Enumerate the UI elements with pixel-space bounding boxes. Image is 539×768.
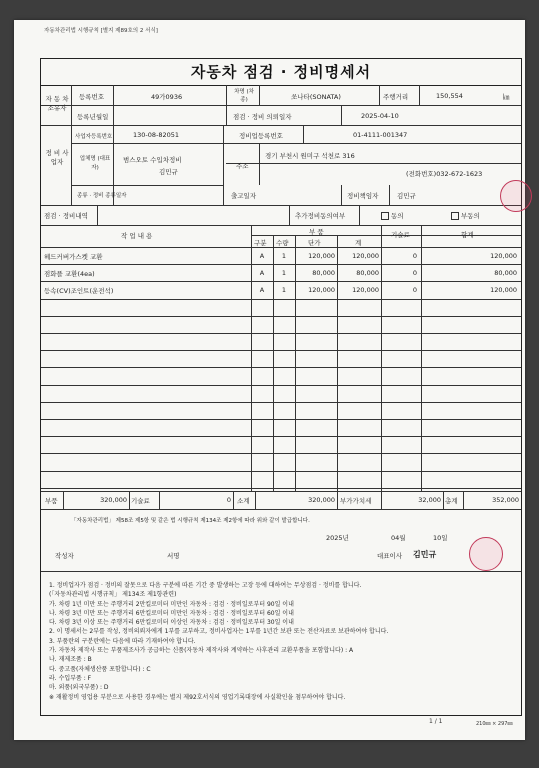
address-value: 경기 부천시 원미구 석천로 316 — [265, 152, 355, 160]
note-line: (「자동차관리법 시행규칙」 제134조 제1항관련) — [49, 591, 177, 599]
note-line: 가. 차령 1년 미만 또는 주행거리 2만킬로미터 미만인 자동차 : 검검 · 정비일로부터 90일 이내 — [49, 600, 294, 608]
total-parts-value: 320,000 — [100, 496, 127, 504]
reg-date-label: 등록년월일 — [77, 113, 109, 121]
note-line: 다. 중고품(자체생산품 포함합니다) : C — [49, 665, 151, 673]
table-cell-work: 점화플 교환(4ea) — [44, 270, 95, 279]
table-row-divider — [41, 385, 521, 386]
vat-label: 부가가치세 — [340, 497, 372, 505]
mileage-value: 150,554 — [436, 92, 463, 100]
model-value: 쏘나타(SONATA) — [291, 93, 341, 101]
writer-label: 작성자 — [55, 552, 74, 560]
table-row-divider — [41, 436, 521, 437]
table-cell-unit: 120,000 — [308, 286, 335, 295]
paper-size: 210㎜ × 297㎜ — [476, 721, 513, 727]
line-total-header: 계 — [355, 239, 362, 247]
business-section-label: 정 비 사업자 — [45, 149, 69, 166]
table-cell-total: 80,000 — [356, 269, 379, 278]
total-labor-label: 기술료 — [131, 497, 150, 505]
note-line: 라. 수입부품 : F — [49, 674, 92, 682]
grand-total-value: 352,000 — [492, 496, 519, 504]
repair-type-label: 종류 · 정비 종류일자 — [77, 193, 127, 199]
subtotal-value: 320,000 — [308, 496, 335, 504]
work-header: 작 업 내 용 — [121, 232, 153, 240]
disagree-checkbox — [451, 211, 480, 220]
ceo-name: 김민규 — [413, 550, 437, 559]
invoice-form — [40, 58, 522, 716]
issue-year: 2025년 — [326, 534, 349, 542]
license-no-label: 정비업등록번호 — [239, 132, 283, 140]
table-cell-type: A — [259, 269, 265, 278]
reg-no-value: 49가0936 — [151, 93, 183, 101]
request-detail-label: 점검 · 정비내역 — [44, 212, 88, 220]
note-line: 2. 이 명세서는 2부를 작성, 정비의뢰자에게 1부를 교부하고, 정비사업자는 1부를 1년간 보관 또는 전산자료로 보관하여야 합니다. — [49, 628, 389, 636]
note-line: 나. 재제조품 : B — [49, 656, 92, 664]
note-line: 다. 차령 3년 이상 또는 주행거리 6만킬로미터 이상인 자동차 : 검검 · 정비일로부터 30일 이내 — [49, 619, 294, 627]
license-no-value: 01-4111-001347 — [353, 131, 408, 139]
table-cell-work: 헤드커버가스켓 교환 — [44, 253, 103, 261]
document-paper — [14, 20, 525, 740]
note-line: 가. 자동차 제작사 또는 부품제조사가 공급하는 신품(자동차 제작사와 계약하는 사후관리 교환부품을 포함합니다) : A — [49, 647, 354, 655]
table-cell-sum: 120,000 — [490, 286, 517, 295]
table-cell-unit: 120,000 — [308, 252, 335, 260]
note-line: 1. 정비업자가 점검 · 정비의 잘못으로 다음 구분에 따른 기간 중 발생하는 고장 등에 대하여는 무상점검 · 정비를 합니다. — [49, 582, 362, 589]
page-number: 1 / 1 — [429, 718, 443, 725]
owner-section-label: 자 동 차 소유자 — [45, 95, 69, 112]
total-labor-value: 0 — [226, 496, 231, 504]
table-row-divider — [41, 316, 521, 317]
representative-name: 김민규 — [159, 168, 178, 176]
table-cell-work: 등속(CV)조인트(운전석) — [44, 287, 114, 296]
table-row-divider — [41, 333, 521, 334]
agree-label: 동의 — [391, 212, 404, 220]
table-cell-unit: 80,000 — [312, 269, 335, 278]
vat-value: 32,000 — [418, 496, 441, 504]
form-title: 자동차 점검 · 정비명세서 — [41, 59, 521, 86]
sign-label: 서명 — [167, 552, 180, 560]
mileage-label: 주행거리 — [383, 93, 409, 101]
table-row-divider — [41, 350, 521, 351]
table-cell-labor: 0 — [412, 269, 417, 278]
table-cell-sum: 80,000 — [494, 269, 517, 278]
table-cell-qty: 1 — [281, 252, 287, 260]
company-seal-stamp-top — [500, 180, 532, 212]
reg-no-label: 등록번호 — [79, 93, 105, 101]
total-parts-label: 부품 — [45, 497, 58, 505]
table-row-divider — [41, 471, 521, 472]
parts-header: 부 품 — [309, 228, 324, 236]
ceo-label: 대표이사 — [377, 552, 403, 560]
table-cell-type: A — [259, 252, 265, 260]
company-label: 업체명 (대표자) — [79, 156, 111, 171]
notes-section — [49, 581, 519, 702]
manager-label: 정비책임자 — [347, 192, 379, 200]
table-cell-labor: 0 — [412, 252, 417, 260]
biz-no-label: 사업자등록번호 — [75, 134, 113, 140]
request-date-label: 점검 · 정비 의뢰일자 — [233, 113, 292, 121]
table-cell-labor: 0 — [412, 286, 417, 295]
issue-day: 10일 — [433, 534, 448, 542]
table-row-divider — [41, 453, 521, 454]
note-line: 3. 부품란의 구분란에는 다음에 따라 기재하여야 합니다. — [49, 637, 196, 645]
subtotal-label: 소계 — [237, 497, 250, 505]
table-cell-total: 120,000 — [352, 252, 379, 260]
table-row-divider — [41, 488, 521, 489]
sum-header: 합계 — [461, 231, 474, 239]
request-date-value: 2025-04-10 — [361, 112, 399, 120]
model-label: 차명 (차종) — [234, 89, 254, 103]
company-seal-stamp-bottom — [469, 537, 503, 571]
qty-header: 수량 — [276, 239, 289, 247]
unit-price-header: 단가 — [308, 239, 321, 247]
note-line: 나. 차령 3년 미만 또는 주행거리 6만킬로미터 미만인 자동차 : 검검 · 정비일로부터 60일 이내 — [49, 609, 294, 617]
address-label: 주소 — [236, 162, 249, 170]
extra-repair-label: 추가정비동의여부 — [295, 212, 346, 220]
table-cell-qty: 1 — [281, 269, 287, 278]
table-cell-sum: 120,000 — [490, 252, 517, 260]
table-row-divider — [41, 264, 521, 265]
type-header: 구분 — [254, 239, 267, 247]
phone-value: (전화번호)032-672-1623 — [406, 170, 483, 178]
company-name: 범스오토 수입차정비 — [123, 156, 182, 164]
labor-header: 기술료 — [391, 231, 410, 239]
table-row-divider — [41, 402, 521, 403]
table-cell-qty: 1 — [281, 286, 287, 295]
note-line: 마. 외품(외국부품) : D — [49, 684, 109, 692]
release-date-label: 출고일자 — [231, 192, 257, 200]
issue-month: 04월 — [391, 534, 406, 542]
disagree-label: 부동의 — [461, 212, 480, 220]
table-cell-type: A — [259, 286, 265, 295]
table-row-divider — [41, 367, 521, 368]
table-row-divider — [41, 299, 521, 300]
table-row-divider — [41, 281, 521, 282]
form-header-note: 자동차관리법 시행규칙 [별지 제89호의 2 서식] — [44, 28, 158, 34]
table-cell-total: 120,000 — [352, 286, 379, 295]
table-row-divider — [41, 419, 521, 420]
manager-name: 김민규 — [397, 192, 416, 200]
mileage-unit: ㎞ — [503, 93, 510, 101]
note-line: ※ 재활정비 영업용 부분으로 사용한 경우에는 별지 제92호서식의 영업기록대장에 사실확인을 첨부하여야 합니다. — [49, 693, 346, 701]
agree-checkbox — [381, 211, 404, 220]
grand-total-label: 총계 — [445, 497, 458, 505]
legal-text: 「자동차관리법」 제58조 제5항 및 같은 법 시행규칙 제134조 제2항에 따라 위와 같이 발급합니다. — [71, 518, 310, 524]
biz-no-value: 130-08-82051 — [133, 131, 180, 139]
